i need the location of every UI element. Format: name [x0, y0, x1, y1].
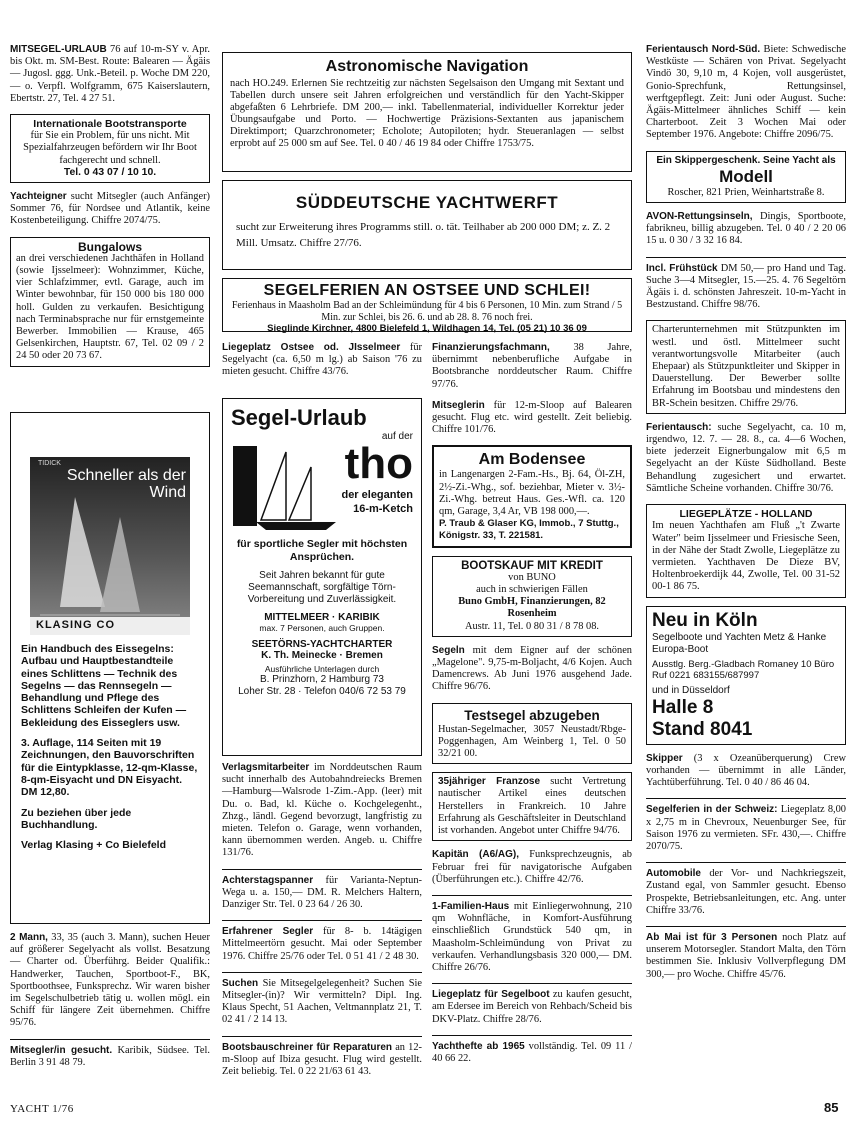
divider: [10, 1039, 210, 1040]
divider: [222, 920, 422, 921]
column-right: [646, 44, 846, 990]
column-left: [10, 44, 210, 375]
ad-mitsegel-urlaub: MITSEGEL-URLAUB 76 auf 10-m-SY v. Apr. bis Okt. m. SM-Best. Route: Balearen — Ägäis — Jugosl. ggg. Unk.-Beteil. p. Woche DM 220,— o. Verpfl. Wolfgramm, 675 Kaiserslautern, Ebertstr. 27, Tel. 4 27 51.: [10, 44, 210, 104]
column-middle-left-bottom: [222, 762, 422, 1087]
ad-am-bodensee: Am Bodensee in Langenargen 2-Fam.-Hs., Bj. 64, Öl-ZH, 2½-Zi.-Whg., sof. beziehbar, Mieter v. 3½-Zi.-Whg. betreut Haus. Ges.-Wfl. ca. 120 qm, Garage, 3,4 Ar, VB 198 000,—. P. Traub & Glaser KG, Immob., 7 Stuttg., Königstr. 33, T. 221581.: [432, 445, 632, 547]
book-description: Ein Handbuch des Eissegelns: Aufbau und Hauptbestandteile eines Schlittens — Technik des Segelns — das Rennsegeln — Behandlung und Pflege des Schlittens Schleifen der Kufen — Bekleidung des Eisseglers usw.: [21, 643, 187, 729]
ketch-icon: [231, 442, 341, 532]
footer-magazine-issue: YACHT 1/76: [10, 1103, 74, 1115]
ad-liegeplatz-ostsee: Liegeplatz Ostsee od. JIsselmeer für Segelyacht (ca. 6,50 m lg.) ab Saison '76 zu mieten gesucht. Chiffre 43/76.: [222, 342, 422, 378]
ad-verlagsmitarbeiter: Verlagsmitarbeiter im Norddeutschen Raum sucht innerhalb des Autobahndreiecks Bremen—Hamburg—Walsrode 1-Zim.-App. (leer) mit Du. o. Bad, kl. Küche o. Kochgelegenht., Zhzg., ländl. Gegend bevorzugt, langfristig zu mieten. Telefon o. Garage, wenn vorhanden, kann übernommen werden. Angeb. u. Chiffre 131/76.: [222, 762, 422, 859]
divider: [222, 869, 422, 870]
ad-incl-fruehstueck: Incl. Frühstück DM 50,— pro Hand und Tag. Suche 3—4 Mitsegler, 15.—25. 4. 76 Segeltörn Ägäis i. d. schönsten Jahreszeit. 10-m-Yacht in Bestzustand. Chiffre 98/76.: [646, 262, 846, 311]
ad-charterunternehmen: Charterunternehmen mit Stützpunkten im westl. und östl. Mittelmeer sucht verantwortungsvolle Mitarbeiter (auch Ehepaar) als Stützpunktleiter und Skipper in Dauerstellung. Der Bewerber sollte Erfahrung im Bootsbau und mindestens den BR-Schein besitzen. Chiffre 29/76.: [646, 320, 846, 413]
ad-sueddeutsche-yachtwerft: SÜDDEUTSCHE YACHTWERFT sucht zur Erweiterung ihres Programms still. o. tät. Teilhaber ab 200 000 DM; z. Z. 2 Mill. Umsatz. Chiffre 27/76.: [222, 180, 632, 270]
ad-modell: Ein Skippergeschenk. Seine Yacht als Modell Roscher, 821 Prien, Weinhartstraße 8.: [646, 151, 846, 203]
ad-bootstransporte: Internationale Bootstransporte für Sie ein Problem, für uns nicht. Mit Spezialfahrzeugen befördern wir Ihr Boot fachgerecht und schnell. Tel. 0 43 07 / 10 10.: [10, 114, 210, 183]
ad-bootskauf-kredit: BOOTSKAUF MIT KREDIT von BUNO auch in schwierigen Fällen Buno GmbH, Finanzierungen, 82 Rosenheim Austr. 11, Tel. 0 80 31 / 8 78 08.: [432, 556, 632, 637]
ad-2-mann: 2 Mann, 33, 35 (auch 3. Mann), suchen Heuer auf größerer Segelyacht als vollst. Besatzung — Charter od. Überführg. Beider Qualifik.: Handwerker, Tauchen, Sportboot-F., BK, Sportboothsee, Funksprechz. Wir waren bisher im Segelschulbetrieb tätig u. wollen mögl. ein Schiff für längere Zeit übernehmen. Chiffre 95/76.: [10, 932, 210, 1029]
book-edition: 3. Auflage, 114 Seiten mit 19 Zeichnungen, den Bauvorschriften für die Eintypklasse, 12-qm-Klasse, 8-qm-Eisyacht und DN Eisyacht. DM 12,80.: [21, 737, 198, 799]
ad-segelferien-schweiz: Segelferien in der Schweiz: Liegeplatz 8,00 x 2,75 m in Chevroux, Neuenburger See, für Saison 1976 zu vermieten. SFr. 430,—. Chiffre 2070/75.: [646, 804, 846, 852]
ad-automobile: Automobile der Vor- und Nachkriegszeit, Zustand egal, von Sammler gesucht. Ebenso Prospekte, Betriebsanleitungen, etc. Ang. unter Chiffre 33/76.: [646, 868, 846, 916]
ad-ferientausch-nord-sued: Ferientausch Nord-Süd. Biete: Schwedische Westküste — Schären von Privat. Segelyacht Vindö 30, 9,10 m, 4 Kojen, voll ausgerüstet, Gonio-Sprechfunk, Rettungsinsel, werftgepflegt. Zeit: Juni oder August. Suche: Ägäis-Mittelmeer ähnliches Schiff — kein Charterboot. Zeit 3 Wochen Mai oder September 1976. Angebote: Chiffre 2096/75.: [646, 44, 846, 141]
column-middle-left: [222, 342, 422, 388]
ad-segel-urlaub-ketch: Segel-Urlaub auf der tho der eleganten 16-m-Ketch für sportliche Segler mit höchsten Ansprüchen. Seit Jahren bekannt für gute Seemannschaft, sorgfältige Törn-Vorbereitung und Zuverlässigkeit. MITTELMEER · KARIBIK max. 7 Personen, auch Gruppen. SEETÖRNS-YACHTCHARTER K. Th. Meinecke · Bremen Ausführliche Unterlagen durch B. Prinzhorn, 2 Hamburg 73 Loher Str. 28 · Telefon 040/6 72 53 79: [222, 398, 422, 756]
book-publisher: Verlag Klasing + Co Bielefeld: [21, 839, 167, 852]
divider: [432, 895, 632, 896]
divider: [646, 257, 846, 258]
ad-mitseglerin: Mitseglerin für 12-m-Sloop auf Balearen gesucht. Flug etc. wird gestellt. Zeit beliebig. Chiffre 101/76.: [432, 399, 632, 436]
ad-book-schneller-als-der-wind: [10, 412, 210, 924]
book-cover-image: TIDICK Schneller als der Wind KLASING CO: [30, 457, 190, 635]
tho-logo: tho der eleganten 16-m-Ketch: [231, 442, 413, 532]
ad-avon-rettungsinseln: AVON-Rettungsinseln, Dingis, Sportboote, fabrikneu, billig abzugeben. Tel. 0 40 / 2 20 06 15 u. 0 30 / 3 32 16 84.: [646, 211, 846, 247]
ad-bootsbauschreiner: Bootsbauschreiner für Reparaturen an 12-m-Sloop auf Ibiza gesucht. Flug wird gestellt. Zeit beliebig. Tel. 0 22 21/63 61 43.: [222, 1041, 422, 1078]
ad-segeln-magelone: Segeln mit dem Eigner auf der schönen „Magelone". 9,75-m-Boljacht, 4/6 Kojen. Auch Damencrews. Ab Juni 1976 ausgehend Jade. Chiffre 96/76.: [432, 644, 633, 693]
ad-segelferien-ostsee-schlei: SEGELFERIEN AN OSTSEE UND SCHLEI! Ferienhaus in Maasholm Bad an der Schleimündung für 4 bis 6 Personen, 10 Min. zum Strand / 5 Min. zur Schlei, bis 26. 6. und ab 28. 8. 76 noch frei. Sieglinde Kirchner, 4800 Bielefeld 1, Wildhagen 14, Tel. (05 21) 10 36 09: [222, 278, 632, 332]
ad-1-familien-haus: 1-Familien-Haus mit Einliegerwohnung, 210 qm Wohnfläche, in Komfort-Ausführung einschließlich Grundstück 540 qm, in Maasholm-Schleimündung von Privat zu verkaufen. Verhandlungsbasis 320 000,— DM. Chiffre 26/76.: [432, 900, 632, 973]
book-order-info: Zu beziehen über jede Buchhandlung.: [21, 806, 132, 831]
ad-franzose: 35jähriger Franzose sucht Vertretung nautischer Artikel eines deutschen Herstellers in Frankreich. 10 Jahre Erfahrung als Geschäftsleiter in Deutschland ist vorhanden. Angebot unter Chiffre 94/76.: [432, 772, 632, 841]
ad-finanzierungsfachmann: Finanzierungsfachmann, 38 Jahre, übernimmt nebenberufliche Aufgabe in Bootsbranche norddeutscher Raum. Chiffre 97/76.: [432, 342, 632, 390]
ad-testsegel: Testsegel abzugeben Hustan-Segelmacher, 3057 Neustadt/Rbge-Poggenhagen, Am Weinberg 1, Tel. 0 50 32/21 00.: [432, 703, 632, 765]
ad-mitsegler-gesucht: Mitsegler/in gesucht. Karibik, Südsee. Tel. Berlin 3 91 48 79.: [10, 1044, 210, 1068]
ad-liegeplatz-edersee: Liegeplatz für Segelboot zu kaufen gesucht, am Edersee im Bereich von Rehbach/Scheid bis DKV-Platz. Chiffre 28/76.: [432, 989, 632, 1025]
divider: [646, 926, 846, 927]
ad-bungalows: Bungalows an drei verschiedenen Jachthäfen in Holland (sowie Ijsselmeer): Wohnzimmer, Küche, vier Schlafzimmer, evtl. Garage, auch im Winter bewohnbar, für 150 000 bis 180 000 holl. Gulden zu verkaufen. Besichtigung nach Terminabsprache nur für ernstgemeinte Bewerber. Immobilien — Krause, 465 Gelsenkirchen, Hauptstr. 67, Tel. 02 09 / 2 24 50 oder 20 73 67.: [10, 237, 210, 367]
divider: [646, 798, 846, 799]
divider: [432, 1035, 632, 1036]
ad-yachteigner: Yachteigner sucht Mitsegler (auch Anfänger) Sommer 76, für Nordsee und Atlantik, keine Kostenbeteiligung. Chiffre 2074/75.: [10, 191, 210, 227]
ad-astronomische-navigation: Astronomische Navigation nach HO.249. Erlernen Sie rechtzeitig zur nächsten Segelsaison den Umgang mit Sextant und Tabellen durch unsere seit Jahren erfolgreichen und verständlich für den Yacht-Skipper abgefaßten 6 Lehrbriefe. DM 200,— inkl. Tabellenmaterial, individueller Korrektur jeder Übungsaufgabe und Porto. — Hochwertige Präzisions-Sextanten aus japanischem Direktimport; Quarzchronometer; Echolote; Autopiloten; hydr. Steueranlagen — selbst erprobt auf 25 000 sm auf See. Tel. 0 40 / 46 19 84 oder Chiffre 1753/75.: [222, 52, 632, 172]
ad-neu-in-koeln: Neu in Köln Segelboote und Yachten Metz & Hanke Europa-Boot Ausstlg. Berg.-Gladbach Romaney 10 Büro Ruf 0221 683155/687997 und in Düsseldorf Halle 8 Stand 8041: [646, 606, 846, 745]
ad-yachthefte: Yachthefte ab 1965 vollständig. Tel. 09 11 / 40 66 22.: [432, 1040, 632, 1064]
column-left-bottom: [10, 932, 210, 1078]
ad-skipper: Skipper (3 x Ozeanüberquerung) Crew vorhanden — übernimmt in alle Länder, Yachtüberführung. Tel. 0 40 / 86 46 04.: [646, 752, 846, 789]
ad-suchen-sie: Suchen Sie Mitsegelgelegenheit? Suchen Sie Mitsegler-(in)? Wir vermitteln? Dipl. Ing. Klaus Specht, 51 Aachen, Veltmannplatz 21, T. 02 41 / 2 14 13.: [222, 977, 422, 1026]
page-number: 85: [824, 1100, 839, 1115]
ad-erfahrener-segler: Erfahrener Segler für 8- b. 14tägigen Mittelmeertörn gesucht. Mai oder September 1976. Chiffre 25/76 oder Tel. 0 51 41 / 2 48 30.: [222, 926, 422, 962]
ad-ferientausch-holland: Ferientausch: suche Segelyacht, ca. 10 m, irgendwo, 12. 7. — 28. 8., ca. 4—6 Wochen, biete jederzeit Eignerbungalow mit 6,5 m Segelyacht an der Küste Südholland. Beste Behandlung zugesichert und erwartet. Sämtliche Scheine vorhanden. Chiffre 30/76.: [646, 421, 846, 494]
ad-liegeplaetze-holland: LIEGEPLÄTZE - HOLLAND Im neuen Yachthafen am Fluß „'t Zwarte Water" beim Ijsselmeer und Friesische Seen, in der Nähe der Stadt Zwolle, Liegeplätze zu vermieten. Yachthaven De Dieze BV, Holtenbroekerdijk 44, Zwolle, Tel. 00 31-52 00-1 86 75.: [646, 504, 846, 597]
divider: [222, 1036, 422, 1037]
divider: [646, 862, 846, 863]
ad-kapitan: Kapitän (A6/AG), Funksprechzeugnis, ab Februar frei für navigatorische Aufgaben (Überführungen etc.). Chiffre 42/76.: [432, 849, 632, 885]
divider: [222, 972, 422, 973]
divider: [432, 983, 632, 984]
ad-ab-mai: Ab Mai ist für 3 Personen noch Platz auf unserem Motorsegler. Standort Malta, den Törn bestimmen Sie. Inklusiv Vollverpflegung DM 300,— pro Woche. Chiffre 45/76.: [646, 931, 846, 980]
ad-achterstagspanner: Achterstagspanner für Varianta-Neptun-Wega u. a. 150,— DM. R. Melchers Haltern, Danziger Str. Tel. 0 23 64 / 26 30.: [222, 874, 422, 911]
column-middle-right: [432, 342, 632, 1074]
